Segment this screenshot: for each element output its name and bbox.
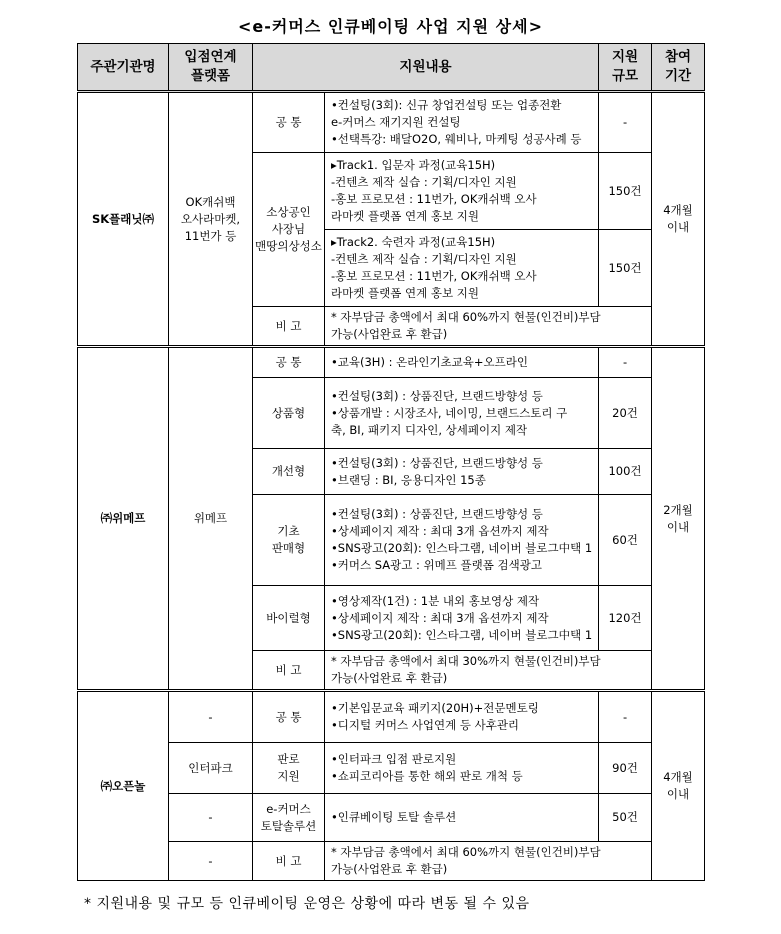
category-small-business: 소상공인 사장님 맨땅의상성소 [253, 153, 325, 307]
category-remark: 비 고 [253, 307, 325, 347]
header-scale: 지원 규모 [599, 44, 652, 92]
platform-sk: OK캐쉬백 오사라마켓, 11번가 등 [169, 92, 253, 347]
content-cell: •컨설팅(3회): 신규 창업컨설팅 또는 업종전환 e-커머스 재기지원 컨설팅 •선택특강: 배달O2O, 웨비나, 마케팅 성공사례 등 [325, 92, 599, 153]
scale-cell: 50건 [599, 794, 652, 842]
scale-cell: - [599, 691, 652, 743]
page-title: <e-커머스 인큐베이팅 사업 지원 상세> [238, 17, 543, 36]
content-cell: ▸Track2. 숙련자 과정(교육15H) -컨텐츠 제작 실습 : 기획/디자인 지원 -홍보 프로모션 : 11번가, OK캐쉬백 오사 라마켓 플랫폼 연계 홍보 지원 [325, 230, 599, 307]
scale-cell: 60건 [599, 495, 652, 586]
table-row [78, 794, 705, 842]
table-row [78, 842, 705, 881]
content-cell: •컨설팅(3회) : 상품진단, 브랜드방향성 등 •브랜딩 : BI, 응용디자인 15종 [325, 449, 599, 495]
period-openknowl: 4개월 이내 [652, 691, 705, 881]
header-platform: 입점연계 플랫폼 [169, 44, 253, 92]
footnote: * 지원내용 및 규모 등 인큐베이팅 운영은 상황에 따라 변동 될 수 있음 [84, 896, 530, 912]
period-sk: 4개월 이내 [652, 92, 705, 347]
remark-cell: * 자부담금 총액에서 최대 60%까지 현물(인건비)부담 가능(사업완료 후 환급) [325, 307, 652, 347]
scale-cell: - [599, 347, 652, 378]
remark-cell: * 자부담금 총액에서 최대 60%까지 현물(인건비)부담 가능(사업완료 후 환급) [325, 842, 652, 881]
scale-cell: 150건 [599, 153, 652, 230]
category-remark: 비 고 [253, 842, 325, 881]
remark-cell: * 자부담금 총액에서 최대 30%까지 현물(인건비)부담 가능(사업완료 후 환급) [325, 651, 652, 691]
category-basic-sales: 기초 판매형 [253, 495, 325, 586]
category-common: 공 통 [253, 691, 325, 743]
org-openknowl: ㈜오픈놀 [78, 691, 169, 881]
platform-cell: - [169, 691, 253, 743]
content-cell: ▸Track1. 입문자 과정(교육15H) -컨텐츠 제작 실습 : 기획/디자인 지원 -홍보 프로모션 : 11번가, OK캐쉬백 오사 라마켓 플랫폼 연계 홍보 지원 [325, 153, 599, 230]
content-cell: •기본입문교육 패키지(20H)+전문멘토링 •디지털 커머스 사업연계 등 사후관리 [325, 691, 599, 743]
platform-wemakeprice: 위메프 [169, 347, 253, 691]
scale-cell: - [599, 92, 652, 153]
scale-cell: 100건 [599, 449, 652, 495]
content-cell: •영상제작(1건) : 1분 내외 홍보영상 제작 •상세페이지 제작 : 최대 3개 옵션까지 제작 •SNS광고(20회): 인스타그램, 네이버 블로그中택 1 [325, 586, 599, 651]
platform-cell: - [169, 842, 253, 881]
category-product: 상품형 [253, 378, 325, 449]
content-cell: •인터파크 입점 판로지원 •쇼피코리아를 통한 해외 판로 개척 등 [325, 743, 599, 794]
support-detail-table [77, 43, 705, 881]
content-cell: •컨설팅(3회) : 상품진단, 브랜드방향성 등 •상품개발 : 시장조사, 네이밍, 브랜드스토리 구 축, BI, 패키지 디자인, 상세페이지 제작 [325, 378, 599, 449]
header-org: 주관기관명 [78, 44, 169, 92]
org-wemakeprice: ㈜위메프 [78, 347, 169, 691]
category-common: 공 통 [253, 347, 325, 378]
period-wemakeprice: 2개월 이내 [652, 347, 705, 691]
table-row [78, 743, 705, 794]
category-total-solution: e-커머스 토탈솔루션 [253, 794, 325, 842]
content-cell: •컨설팅(3회) : 상품진단, 브랜드방향성 등 •상세페이지 제작 : 최대 3개 옵션까지 제작 •SNS광고(20회): 인스타그램, 네이버 블로그中택 1 •커머스 SA광고 : 위메프 플랫폼 검색광고 [325, 495, 599, 586]
category-improve: 개선형 [253, 449, 325, 495]
content-cell: •교육(3H) : 온라인기초교육+오프라인 [325, 347, 599, 378]
category-viral: 바이럴형 [253, 586, 325, 651]
category-sales-support: 판로 지원 [253, 743, 325, 794]
content-cell: •인큐베이팅 토탈 솔루션 [325, 794, 599, 842]
table-row [78, 347, 705, 378]
scale-cell: 20건 [599, 378, 652, 449]
platform-cell: - [169, 794, 253, 842]
table-row [78, 92, 705, 153]
table-row [78, 691, 705, 743]
scale-cell: 90건 [599, 743, 652, 794]
category-remark: 비 고 [253, 651, 325, 691]
scale-cell: 150건 [599, 230, 652, 307]
platform-cell: 인터파크 [169, 743, 253, 794]
org-sk-planet: SK플래닛㈜ [78, 92, 169, 347]
header-content: 지원내용 [253, 44, 599, 92]
header-period: 참여 기간 [652, 44, 705, 92]
header-row [78, 44, 705, 92]
category-common: 공 통 [253, 92, 325, 153]
scale-cell: 120건 [599, 586, 652, 651]
